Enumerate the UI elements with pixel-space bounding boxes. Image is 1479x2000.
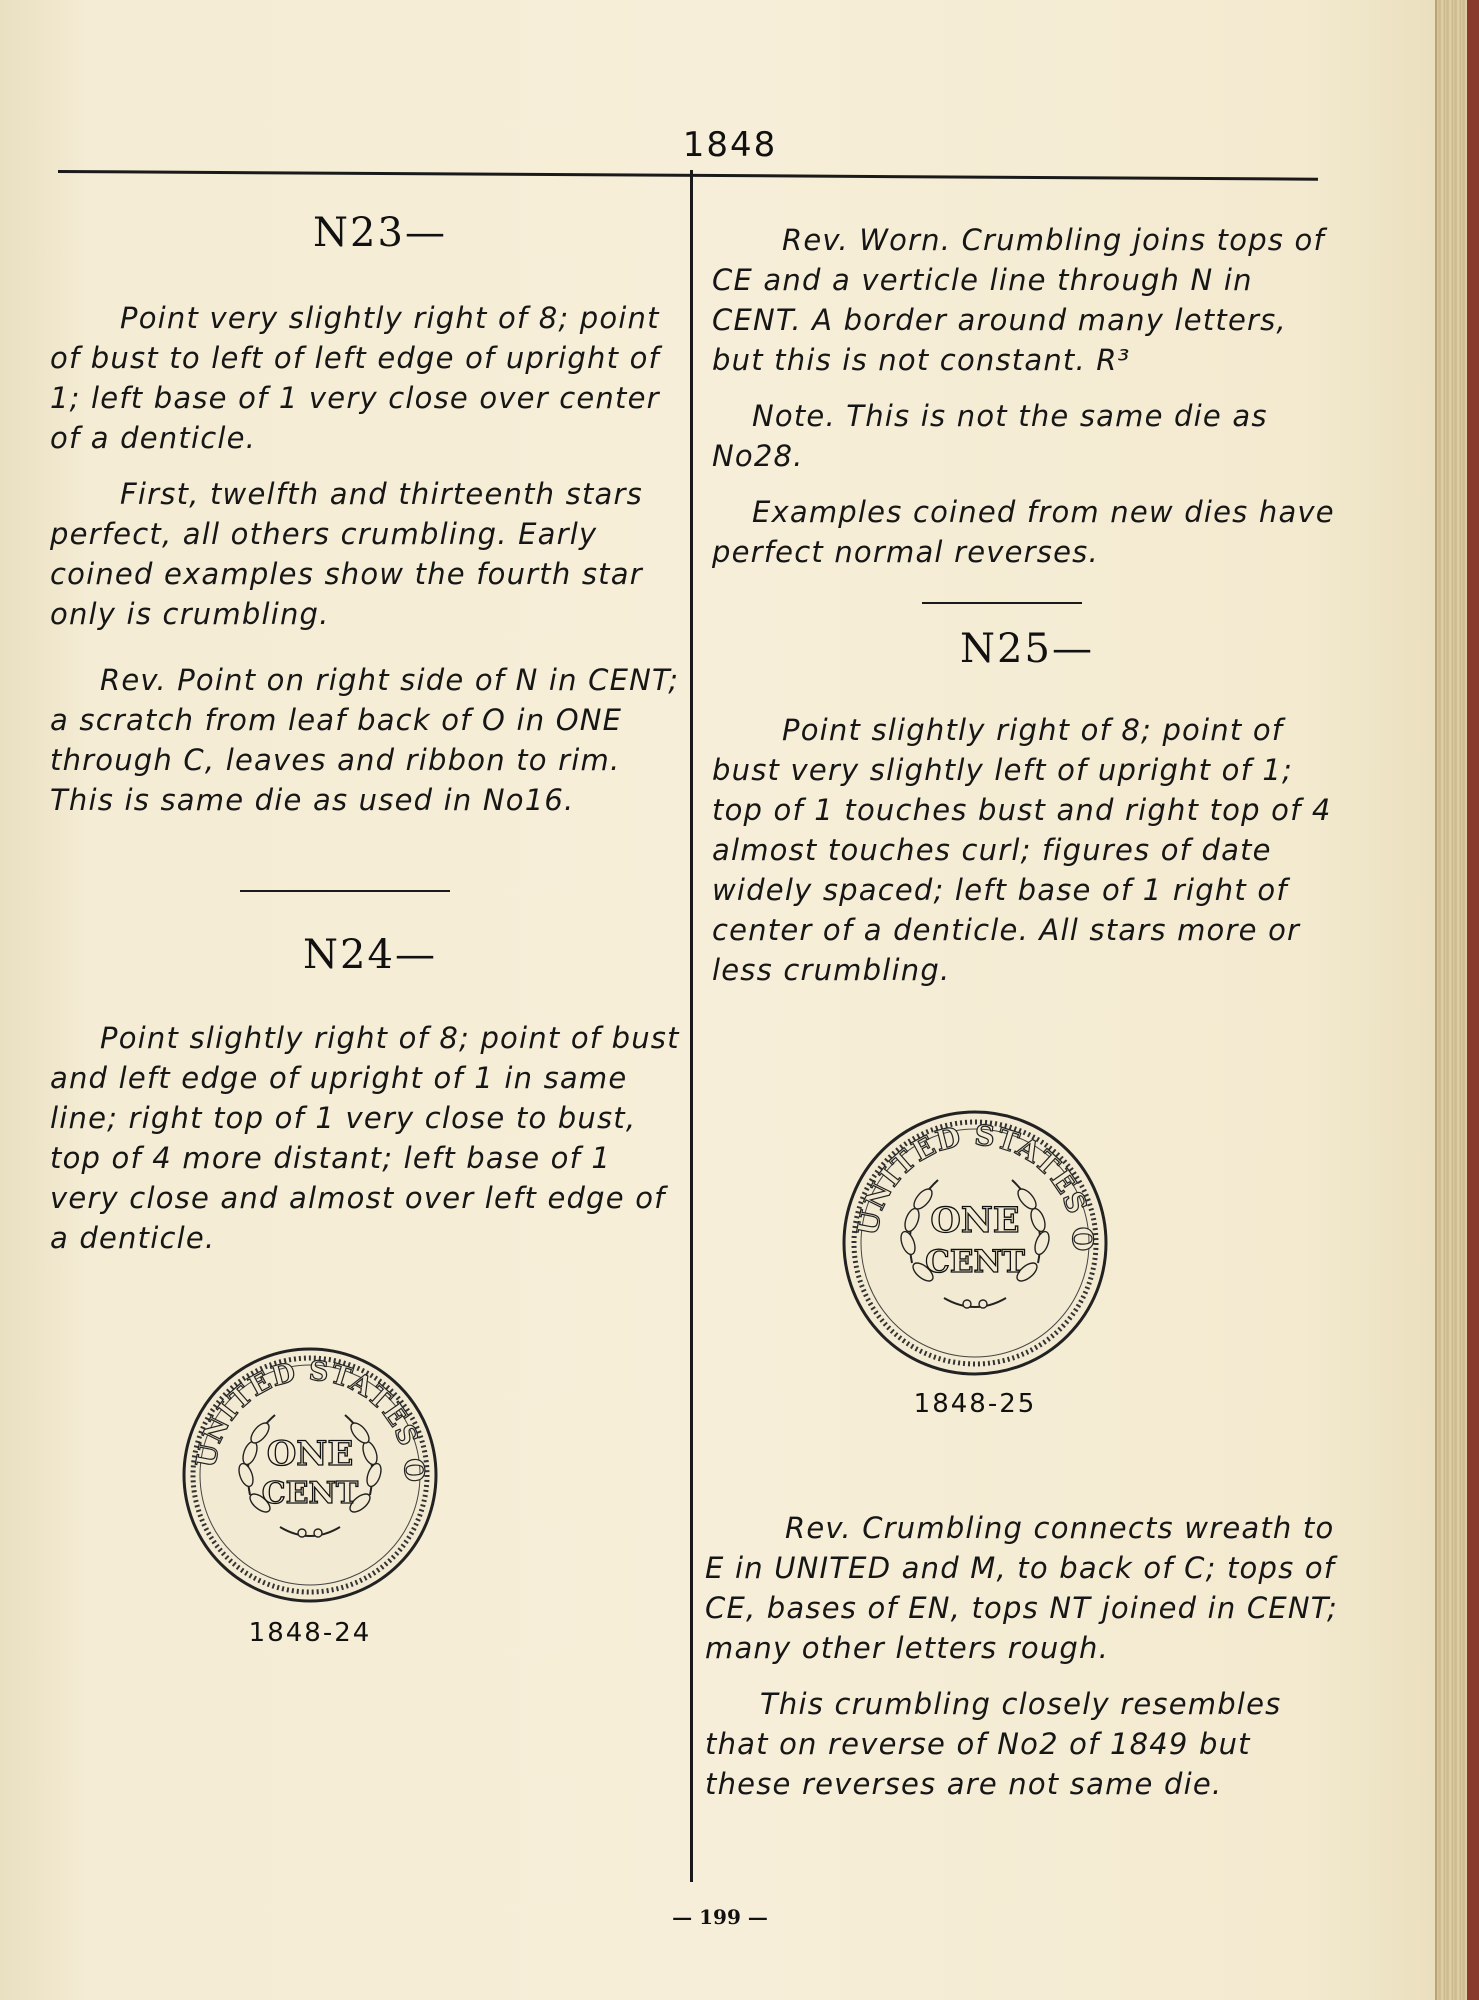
coin-caption-right: 1848-25 [913,1389,1037,1419]
coin-denomination-cent: CENT [261,1476,359,1511]
coin-denomination-one-2: ONE [930,1200,1020,1241]
coin-denomination-one: ONE [266,1434,354,1474]
right-column [712,220,1342,1006]
coin-legend-text-2: UNITED STATES O [850,1118,1100,1253]
n23-stars-text: First, twelfth and thirteenth stars perfect, all others crumbling. Early coined examples show the fourth star only is crumbling. [50,477,643,631]
coin-legend-text: UNITED STATES O [190,1355,430,1484]
column-divider [690,170,693,1882]
coin-denomination-cent-2: CENT [925,1244,1025,1280]
n23-description [50,298,690,820]
page-number: — 199 — [672,1905,768,1929]
header-rule [58,170,1318,181]
section-separator-right [922,602,1082,604]
page-year-heading: 1848 [682,125,778,165]
n25-obverse-text: Point slightly right of 8; point of bust very slightly left of upright of 1; top of 1 touches bust and right top of 4 almost touches curl; figures of date widely spaced; left base of 1 right of center of a denticle. All stars more or less crumbling. [712,713,1332,987]
section-separator-left [240,890,450,892]
n23-reverse-continued [712,220,1342,572]
n23-examples-text: Examples coined from new dies have perfect normal reverses. [712,495,1335,569]
n23-rev-worn-text: Rev. Worn. Crumbling joins tops of CE and a verticle line through N in CENT. A border around many letters, but this is not constant. R³ [712,223,1325,377]
variety-title-n25: N25— [960,626,1094,672]
n23-obverse-text: Point very slightly right of 8; point of bust to left of left edge of upright of 1; left base of 1 very close over center of a denticle. [50,301,660,455]
n24-obverse-text: Point slightly right of 8; point of bust and left edge of upright of 1 in same line; right top of 1 very close to bust, top of 4 more distant; left base of 1 very close and almost over left edge of a denticle. [50,1021,680,1255]
n23-note-text: Note. This is not the same die as No28. [712,399,1268,473]
n25-resemblance-text: This crumbling closely resembles that on reverse of No2 of 1849 but these reverses are not same die. [705,1687,1282,1801]
n23-reverse-text: Rev. Point on right side of N in CENT; a scratch from leaf back of O in ONE through C, leaves and ribbon to rim. This is same die as used in No16. [50,663,680,817]
n25-description [712,710,1342,990]
coin-reverse-image [180,1345,440,1605]
n24-description [50,1018,690,1258]
coin-illustration-1848-25 [840,1108,1110,1419]
n25-reverse-description [705,1508,1345,1820]
variety-title-n23: N23— [313,210,447,256]
coin-illustration-1848-24 [180,1345,440,1648]
n25-rev-crumbling-text: Rev. Crumbling connects wreath to E in UNITED and M, to back of C; tops of CE, bases of EN, tops NT joined in CENT; many other letters rough. [705,1511,1339,1665]
coin-reverse-image-2 [840,1108,1110,1378]
left-column [50,210,690,1274]
book-page-edges [1435,0,1479,2000]
coin-caption-left: 1848-24 [248,1618,372,1648]
variety-title-n24: N24— [303,932,437,978]
